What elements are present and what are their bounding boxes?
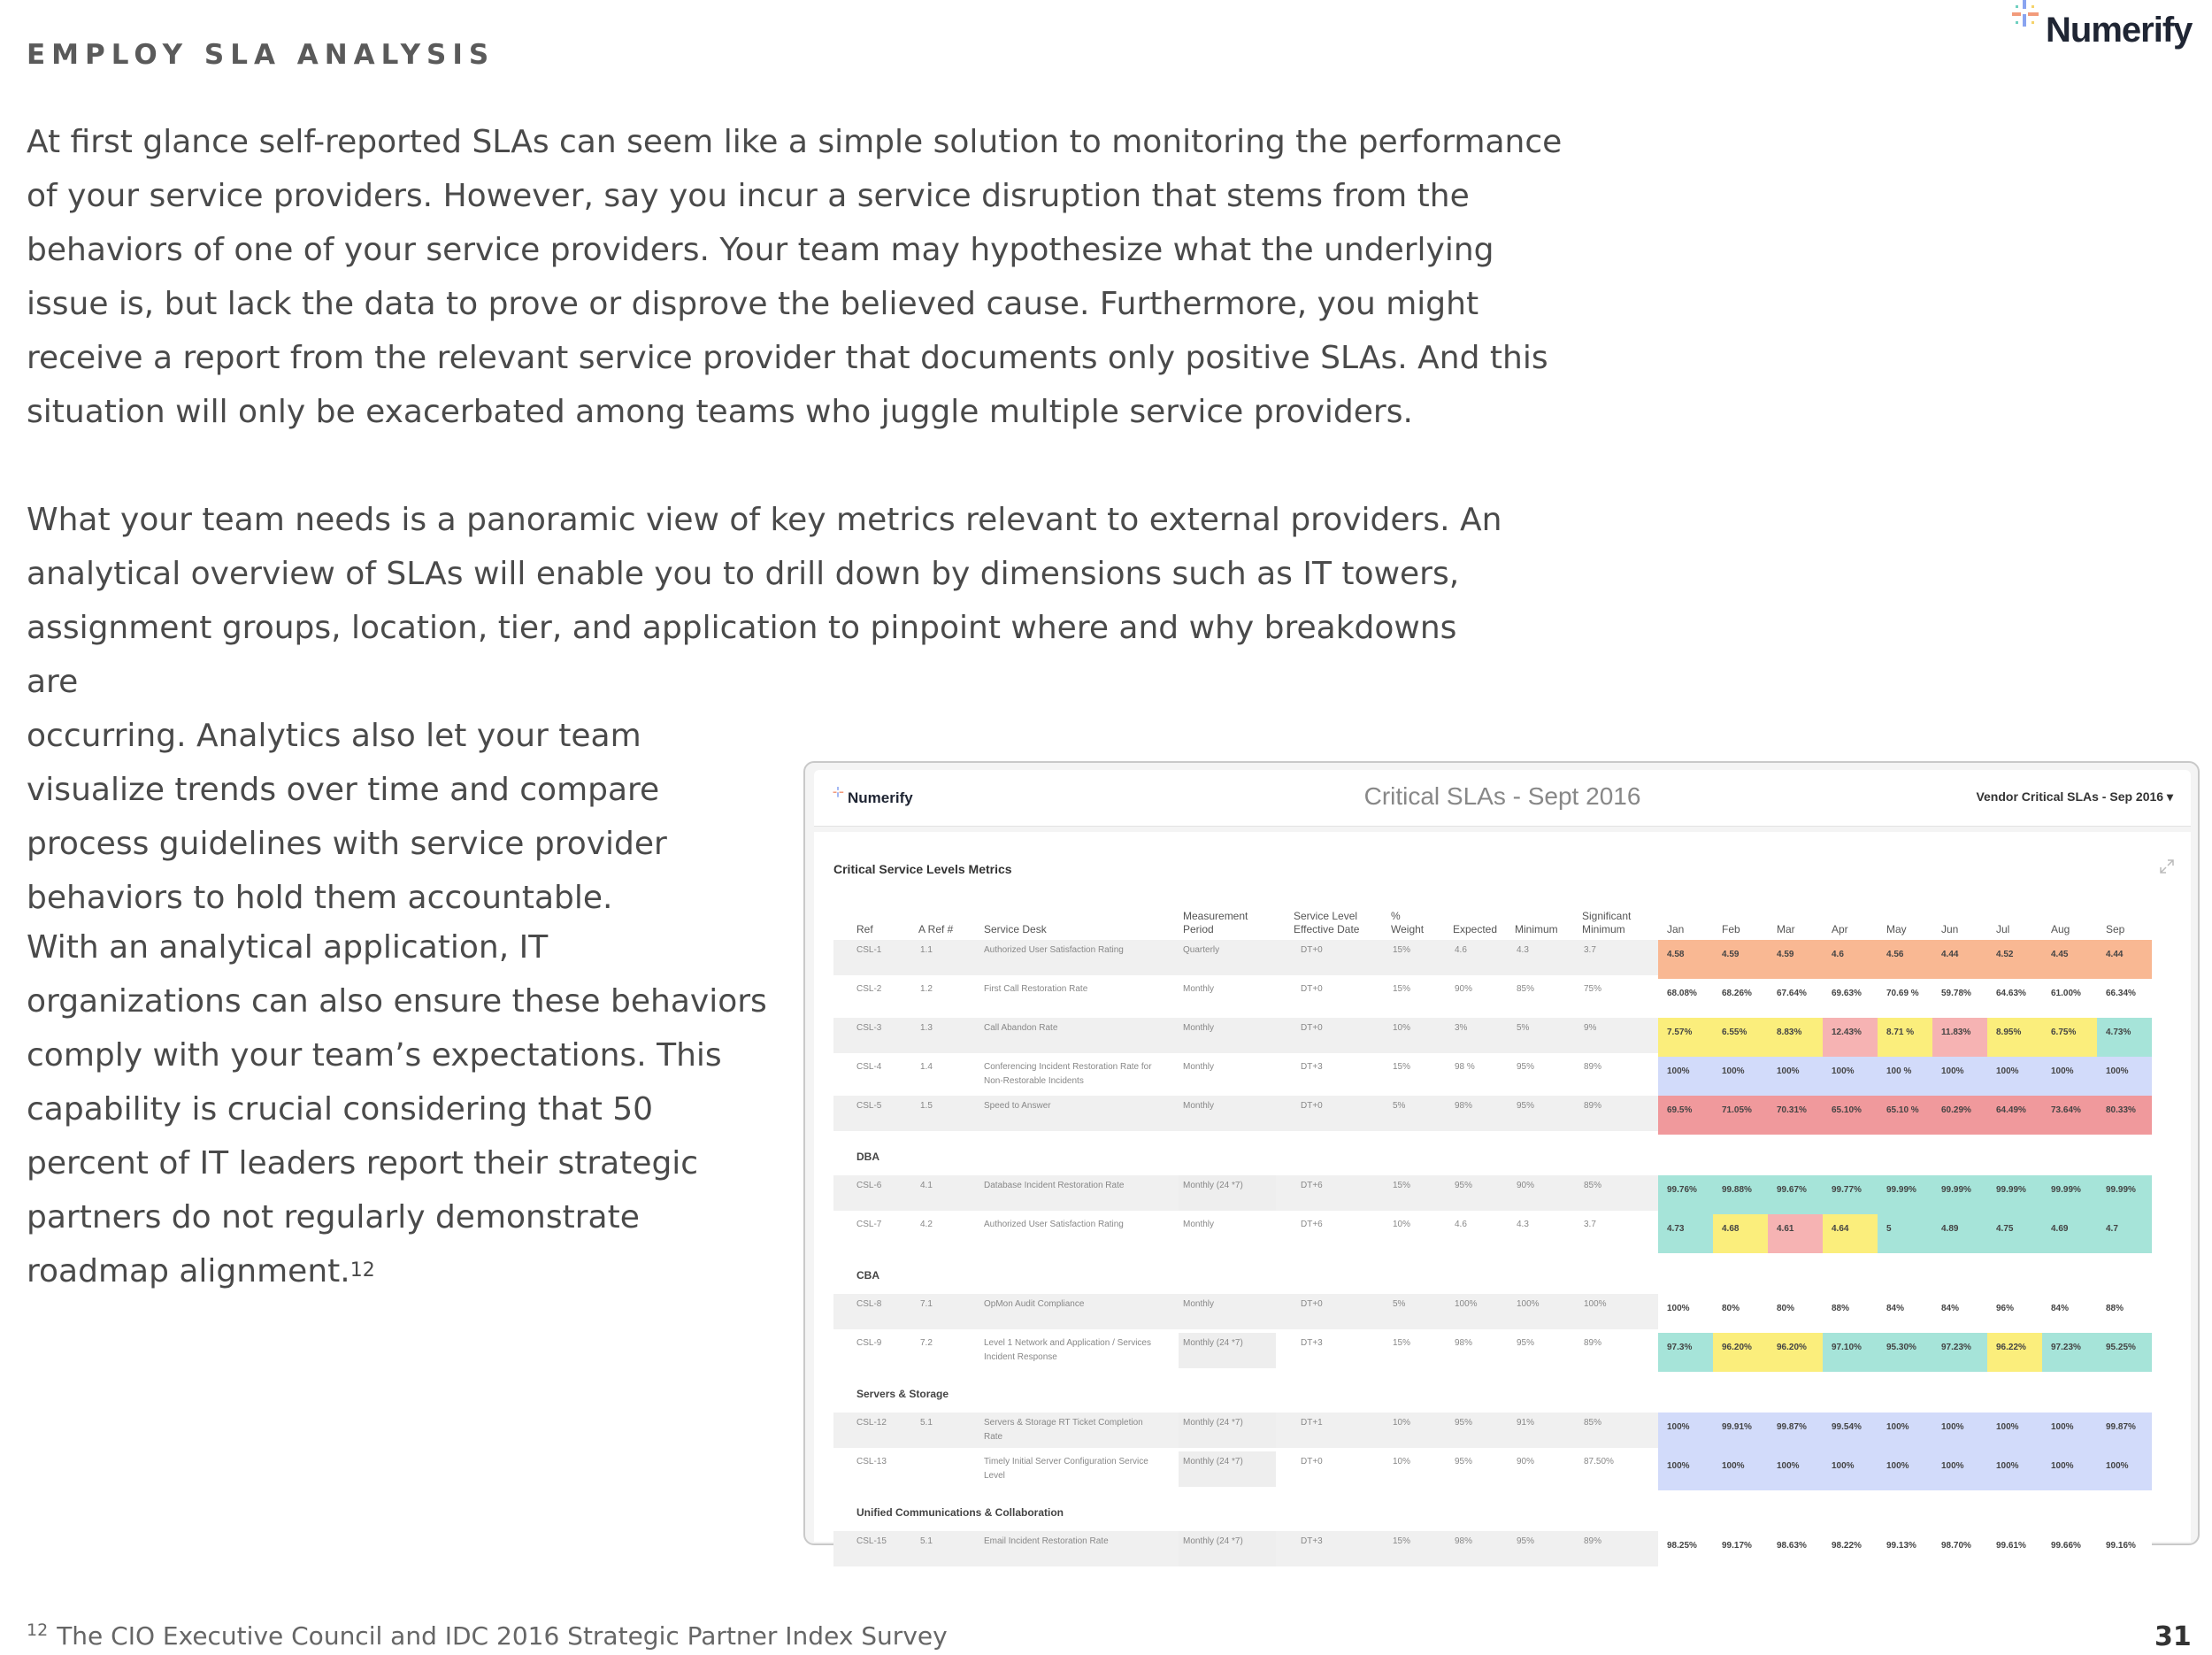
- footnote-ref[interactable]: 12: [349, 1259, 375, 1282]
- cell-effective-date: DT+3: [1301, 1536, 1323, 1546]
- page-number: 31: [2154, 1621, 2192, 1652]
- cell-effective-date: DT+3: [1301, 1062, 1323, 1072]
- cell-month-value: 96.22%: [1987, 1333, 2042, 1372]
- cell-month-value: 4.89: [1932, 1214, 1987, 1253]
- col-minimum: Minimum: [1515, 923, 1558, 935]
- cell-month-value: 100%: [1713, 1451, 1768, 1490]
- cell-month-value: 4.73: [1658, 1214, 1713, 1253]
- group-label: Servers & Storage: [856, 1388, 949, 1400]
- cell-aref: 7.1: [920, 1299, 933, 1309]
- cell-service-desk: Authorized User Satisfaction Rating: [984, 1220, 1124, 1229]
- col-sig-minimum: Significant Minimum: [1582, 910, 1632, 935]
- footnote-text: The CIO Executive Council and IDC 2016 Strategic Partner Index Survey: [57, 1621, 948, 1651]
- cell-month-value: 99.77%: [1823, 1175, 1878, 1214]
- cell-month-value: 100%: [1932, 1413, 1987, 1451]
- cell-month-value: 67.64%: [1768, 979, 1823, 1018]
- panel-title: Critical Service Levels Metrics: [833, 862, 1012, 876]
- cell-month-value: 4.64: [1823, 1214, 1878, 1253]
- table-header: [833, 903, 2183, 938]
- cell-month-value: 100%: [1987, 1057, 2042, 1096]
- cell-month-value: 64.63%: [1987, 979, 2042, 1018]
- cell-expected: 98%: [1455, 1101, 1473, 1111]
- cell-month-value: 98.25%: [1658, 1531, 1713, 1570]
- table-row[interactable]: [833, 1016, 2183, 1055]
- section-title: EMPLOY SLA ANALYSIS: [27, 39, 495, 71]
- cell-month-value: 100%: [1823, 1451, 1878, 1490]
- cell-month-value: 100%: [2097, 1057, 2152, 1096]
- cell-measurement: Quarterly: [1183, 945, 1220, 955]
- cell-expected: 98%: [1455, 1338, 1473, 1348]
- paragraph-1: At first glance self-reported SLAs can seem like a simple solution to monitoring the performance of your service providers. However, say you incur a service disruption that stems from the behaviors of one of your service providers. Your team may hypothesize what the underlying issue is, but lack the data to prove or disprove the believed cause. Furthermore, you might receive a report from the relevant service provider that documents only positive SLAs. And this situation will only be exacerbated among teams who juggle multiple service providers.: [27, 124, 1563, 430]
- table-row[interactable]: [833, 938, 2183, 977]
- cell-month-value: 73.64%: [2042, 1096, 2097, 1135]
- cell-month-value: 59.78%: [1932, 979, 1987, 1018]
- expand-icon[interactable]: [2159, 858, 2175, 874]
- cell-aref: 7.2: [920, 1338, 933, 1348]
- cell-month-value: 100%: [1987, 1451, 2042, 1490]
- cell-month-value: 88%: [2097, 1294, 2152, 1333]
- cell-service-desk: Authorized User Satisfaction Rating: [984, 945, 1124, 955]
- brand-logo: [2008, 0, 2199, 55]
- cell-month-value: 95.30%: [1878, 1333, 1932, 1372]
- cell-month-value: 100%: [1658, 1451, 1713, 1490]
- cell-month-value: 88%: [1823, 1294, 1878, 1333]
- cell-month-value: 4.45: [2042, 940, 2097, 979]
- col-ref: Ref: [856, 923, 873, 935]
- vendor-selector-dropdown[interactable]: Vendor Critical SLAs - Sep 2016 ▾: [1976, 789, 2173, 804]
- cell-month-value: 70.31%: [1768, 1096, 1823, 1135]
- cell-weight: 10%: [1393, 1023, 1411, 1033]
- cell-weight: 15%: [1393, 1062, 1411, 1072]
- cell-month-value: 4.75: [1987, 1214, 2042, 1253]
- cell-month-value: 8.71 %: [1878, 1018, 1932, 1057]
- cell-weight: 5%: [1393, 1299, 1406, 1309]
- cell-month-value: 4.61: [1768, 1214, 1823, 1253]
- cell-service-desk: Level 1 Network and Application / Services Incident Response: [984, 1338, 1151, 1362]
- cell-sig-minimum: 85%: [1584, 1181, 1602, 1190]
- cell-month-value: 8.95%: [1987, 1018, 2042, 1057]
- cell-month-value: 99.99%: [1987, 1175, 2042, 1214]
- cell-month-value: 71.05%: [1713, 1096, 1768, 1135]
- cell-month-value: 100%: [2097, 1451, 2152, 1490]
- cell-month-value: 84%: [1878, 1294, 1932, 1333]
- col-feb: Feb: [1722, 923, 1740, 935]
- cell-month-value: 98.22%: [1823, 1531, 1878, 1570]
- cell-minimum: 95%: [1517, 1338, 1535, 1348]
- cell-measurement: Monthly (24 *7): [1183, 1181, 1243, 1190]
- cell-sig-minimum: 9%: [1584, 1023, 1597, 1033]
- cell-ref: CSL-1: [856, 945, 882, 955]
- cell-month-value: 100 %: [1878, 1057, 1932, 1096]
- table-row[interactable]: [833, 1529, 2183, 1568]
- cell-minimum: 4.3: [1517, 1220, 1529, 1229]
- cell-month-value: 97.23%: [2042, 1333, 2097, 1372]
- table-row[interactable]: [833, 1055, 2183, 1094]
- cell-service-desk: First Call Restoration Rate: [984, 984, 1088, 994]
- cell-aref: 1.4: [920, 1062, 933, 1072]
- cell-month-value: 100%: [1658, 1413, 1713, 1451]
- cell-month-value: 99.76%: [1658, 1175, 1713, 1214]
- cell-expected: 95%: [1455, 1181, 1473, 1190]
- cell-sig-minimum: 3.7: [1584, 1220, 1596, 1229]
- cell-expected: 95%: [1455, 1418, 1473, 1428]
- col-service-desk: Service Desk: [984, 923, 1047, 935]
- cell-month-value: 99.54%: [1823, 1413, 1878, 1451]
- cell-month-value: 4.73%: [2097, 1018, 2152, 1057]
- cell-weight: 10%: [1393, 1418, 1411, 1428]
- footnote: [27, 1621, 948, 1651]
- col-mar: Mar: [1777, 923, 1795, 935]
- cell-month-value: 4.56: [1878, 940, 1932, 979]
- col-aref: A Ref #: [918, 923, 954, 935]
- col-may: May: [1886, 923, 1907, 935]
- cell-month-value: 65.10%: [1823, 1096, 1878, 1135]
- col-jan: Jan: [1667, 923, 1685, 935]
- table-row[interactable]: [833, 1292, 2183, 1331]
- cell-month-value: 100%: [2042, 1057, 2097, 1096]
- col-effective-date: Service Level Effective Date: [1294, 910, 1360, 935]
- cell-month-value: 4.68: [1713, 1214, 1768, 1253]
- cell-measurement: Monthly: [1183, 984, 1215, 994]
- table-row[interactable]: [833, 1174, 2183, 1212]
- paragraph-2-narrow: occurring. Analytics also let your team visualize trends over time and compare process guidelines with service provider behaviors to hold them accountable.: [27, 718, 667, 916]
- col-measurement: Measurement Period: [1183, 910, 1248, 935]
- cell-month-value: 68.08%: [1658, 979, 1713, 1018]
- cell-month-value: 12.43%: [1823, 1018, 1878, 1057]
- cell-service-desk: OpMon Audit Compliance: [984, 1299, 1085, 1309]
- cell-minimum: 100%: [1517, 1299, 1540, 1309]
- cell-ref: CSL-8: [856, 1299, 882, 1309]
- cell-weight: 10%: [1393, 1220, 1411, 1229]
- cell-month-value: 61.00%: [2042, 979, 2097, 1018]
- cell-month-value: 100%: [1658, 1294, 1713, 1333]
- cell-month-value: 4.52: [1987, 940, 2042, 979]
- cell-effective-date: DT+0: [1301, 1457, 1323, 1466]
- cell-aref: 5.1: [920, 1418, 933, 1428]
- table-body: [833, 938, 2183, 1568]
- cell-month-value: 99.91%: [1713, 1413, 1768, 1451]
- cell-month-value: 4.7: [2097, 1214, 2152, 1253]
- cell-month-value: 4.44: [2097, 940, 2152, 979]
- group-label: Unified Communications & Collaboration: [856, 1506, 1064, 1519]
- cell-sig-minimum: 3.7: [1584, 945, 1596, 955]
- cell-month-value: 99.99%: [1878, 1175, 1932, 1214]
- col-jun: Jun: [1941, 923, 1959, 935]
- cell-measurement: Monthly: [1183, 1299, 1215, 1309]
- cell-month-value: 100%: [1932, 1451, 1987, 1490]
- cell-aref: 4.1: [920, 1181, 933, 1190]
- cell-minimum: 91%: [1517, 1418, 1535, 1428]
- cell-weight: 5%: [1393, 1101, 1406, 1111]
- cell-minimum: 90%: [1517, 1181, 1535, 1190]
- cell-month-value: 99.99%: [1932, 1175, 1987, 1214]
- cell-weight: 15%: [1393, 1338, 1411, 1348]
- footnote-number: 12: [27, 1620, 49, 1640]
- cell-sig-minimum: 85%: [1584, 1418, 1602, 1428]
- col-expected: Expected: [1453, 923, 1498, 935]
- cell-month-value: 6.75%: [2042, 1018, 2097, 1057]
- cell-measurement: Monthly (24 *7): [1183, 1536, 1243, 1546]
- cell-month-value: 100%: [1932, 1057, 1987, 1096]
- cell-weight: 15%: [1393, 984, 1411, 994]
- table-row[interactable]: [833, 977, 2183, 1016]
- cell-month-value: 100%: [1658, 1057, 1713, 1096]
- cell-sig-minimum: 89%: [1584, 1338, 1602, 1348]
- cell-month-value: 4.58: [1658, 940, 1713, 979]
- cell-month-value: 100%: [1823, 1057, 1878, 1096]
- cell-ref: CSL-7: [856, 1220, 882, 1229]
- cell-minimum: 95%: [1517, 1536, 1535, 1546]
- cell-month-value: 96%: [1987, 1294, 2042, 1333]
- group-header: [833, 1489, 2183, 1529]
- cell-sig-minimum: 75%: [1584, 984, 1602, 994]
- cell-month-value: 98.70%: [1932, 1531, 1987, 1570]
- cell-expected: 3%: [1455, 1023, 1468, 1033]
- cell-month-value: 99.17%: [1713, 1531, 1768, 1570]
- cell-minimum: 95%: [1517, 1101, 1535, 1111]
- cell-month-value: 5: [1878, 1214, 1932, 1253]
- cell-month-value: 99.88%: [1713, 1175, 1768, 1214]
- cell-effective-date: DT+6: [1301, 1181, 1323, 1190]
- cell-month-value: 64.49%: [1987, 1096, 2042, 1135]
- cell-expected: 4.6: [1455, 945, 1467, 955]
- cell-month-value: 97.23%: [1932, 1333, 1987, 1372]
- table-row[interactable]: [833, 1331, 2183, 1370]
- cell-effective-date: DT+0: [1301, 984, 1323, 994]
- cell-expected: 95%: [1455, 1457, 1473, 1466]
- cell-month-value: 100%: [1987, 1413, 2042, 1451]
- cell-month-value: 11.83%: [1932, 1018, 1987, 1057]
- brand-name: Numerify: [2046, 11, 2193, 50]
- cell-month-value: 98.63%: [1768, 1531, 1823, 1570]
- paragraph-2-wide: What your team needs is a panoramic view of key metrics relevant to external providers. An analytical overview of SLAs will enable you to drill down by dimensions such as IT towers, assignment groups, location, tier, and application to pinpoint where and why breakdowns are: [27, 502, 1502, 700]
- cell-month-value: 4.44: [1932, 940, 1987, 979]
- paragraph-3: [27, 920, 770, 1298]
- paragraph-3-text: With an analytical application, IT organizations can also ensure these behaviors comply with your team’s expectations. This capability is crucial considering that 50 percent of IT leaders report their strategic partners do not regularly demonstrate roadmap alignment.: [27, 929, 767, 1289]
- cell-measurement: Monthly: [1183, 1220, 1215, 1229]
- cell-minimum: 90%: [1517, 1457, 1535, 1466]
- cell-measurement: Monthly (24 *7): [1183, 1457, 1243, 1466]
- cell-ref: CSL-2: [856, 984, 882, 994]
- cell-service-desk: Timely Initial Server Configuration Service Level: [984, 1457, 1148, 1481]
- cell-service-desk: Database Incident Restoration Rate: [984, 1181, 1125, 1190]
- metrics-panel: [814, 832, 2191, 1551]
- group-header: [833, 1133, 2183, 1174]
- cell-month-value: 4.59: [1768, 940, 1823, 979]
- cell-service-desk: Call Abandon Rate: [984, 1023, 1058, 1033]
- cell-expected: 90%: [1455, 984, 1473, 994]
- dashboard-logo-text: Numerify: [848, 789, 913, 806]
- cell-month-value: 4.59: [1713, 940, 1768, 979]
- table-row[interactable]: [833, 1094, 2183, 1133]
- group-header: [833, 1251, 2183, 1292]
- col-apr: Apr: [1832, 923, 1848, 935]
- cell-month-value: 7.57%: [1658, 1018, 1713, 1057]
- cell-month-value: 99.67%: [1768, 1175, 1823, 1214]
- cell-effective-date: DT+0: [1301, 1101, 1323, 1111]
- cell-month-value: 97.10%: [1823, 1333, 1878, 1372]
- cell-ref: CSL-15: [856, 1536, 887, 1546]
- cell-expected: 98 %: [1455, 1062, 1475, 1072]
- cell-month-value: 6.55%: [1713, 1018, 1768, 1057]
- cell-measurement: Monthly (24 *7): [1183, 1418, 1243, 1428]
- cell-weight: 15%: [1393, 1181, 1411, 1190]
- cell-expected: 100%: [1455, 1299, 1478, 1309]
- cell-measurement: Monthly (24 *7): [1183, 1338, 1243, 1348]
- col-aug: Aug: [2051, 923, 2070, 935]
- cell-measurement: Monthly: [1183, 1062, 1215, 1072]
- cell-measurement: Monthly: [1183, 1023, 1215, 1033]
- cell-month-value: 80.33%: [2097, 1096, 2152, 1135]
- cell-service-desk: Servers & Storage RT Ticket Completion Rate: [984, 1418, 1143, 1442]
- sla-dashboard: [803, 761, 2200, 1551]
- cell-expected: 4.6: [1455, 1220, 1467, 1229]
- cell-aref: 4.2: [920, 1220, 933, 1229]
- cell-minimum: 4.3: [1517, 945, 1529, 955]
- cell-minimum: 85%: [1517, 984, 1535, 994]
- cell-effective-date: DT+0: [1301, 945, 1323, 955]
- cell-month-value: 70.69 %: [1878, 979, 1932, 1018]
- cell-month-value: 99.61%: [1987, 1531, 2042, 1570]
- cell-month-value: 4.6: [1823, 940, 1878, 979]
- cell-month-value: 99.87%: [2097, 1413, 2152, 1451]
- cell-month-value: 97.3%: [1658, 1333, 1713, 1372]
- col-jul: Jul: [1996, 923, 2010, 935]
- cell-ref: CSL-9: [856, 1338, 882, 1348]
- cell-month-value: 100%: [1768, 1451, 1823, 1490]
- cell-sig-minimum: 89%: [1584, 1101, 1602, 1111]
- cell-month-value: 100%: [1768, 1057, 1823, 1096]
- cell-effective-date: DT+3: [1301, 1338, 1323, 1348]
- cell-effective-date: DT+0: [1301, 1023, 1323, 1033]
- cell-month-value: 60.29%: [1932, 1096, 1987, 1135]
- cell-month-value: 4.69: [2042, 1214, 2097, 1253]
- cell-month-value: 8.83%: [1768, 1018, 1823, 1057]
- cell-sig-minimum: 89%: [1584, 1062, 1602, 1072]
- cell-measurement: Monthly: [1183, 1101, 1215, 1111]
- cell-sig-minimum: 100%: [1584, 1299, 1607, 1309]
- numerify-logo-icon: [2008, 0, 2040, 32]
- cell-service-desk: Email Incident Restoration Rate: [984, 1536, 1109, 1546]
- group-header: [833, 1370, 2183, 1411]
- col-sep: Sep: [2106, 923, 2125, 935]
- cell-month-value: 100%: [2042, 1451, 2097, 1490]
- cell-month-value: 69.63%: [1823, 979, 1878, 1018]
- group-label: DBA: [856, 1151, 879, 1163]
- cell-service-desk: Conferencing Incident Restoration Rate for Non-Restorable Incidents: [984, 1062, 1152, 1086]
- cell-weight: 15%: [1393, 945, 1411, 955]
- cell-minimum: 95%: [1517, 1062, 1535, 1072]
- cell-sig-minimum: 87.50%: [1584, 1457, 1614, 1466]
- table-row[interactable]: [833, 1212, 2183, 1251]
- col-weight: % Weight: [1391, 910, 1425, 935]
- cell-ref: CSL-12: [856, 1418, 887, 1428]
- cell-month-value: 84%: [1932, 1294, 1987, 1333]
- cell-month-value: 84%: [2042, 1294, 2097, 1333]
- dashboard-title: Critical SLAs - Sept 2016: [1363, 782, 1641, 810]
- cell-effective-date: DT+0: [1301, 1299, 1323, 1309]
- table-row[interactable]: [833, 1411, 2183, 1450]
- sla-table: [833, 903, 2183, 1568]
- cell-ref: CSL-6: [856, 1181, 882, 1190]
- cell-month-value: 66.34%: [2097, 979, 2152, 1018]
- cell-aref: 5.1: [920, 1536, 933, 1546]
- cell-aref: 1.1: [920, 945, 933, 955]
- cell-service-desk: Speed to Answer: [984, 1101, 1051, 1111]
- cell-month-value: 99.99%: [2097, 1175, 2152, 1214]
- cell-aref: 1.2: [920, 984, 933, 994]
- cell-ref: CSL-5: [856, 1101, 882, 1111]
- cell-effective-date: DT+1: [1301, 1418, 1323, 1428]
- cell-month-value: 69.5%: [1658, 1096, 1713, 1135]
- cell-aref: 1.5: [920, 1101, 933, 1111]
- cell-month-value: 95.25%: [2097, 1333, 2152, 1372]
- cell-month-value: 68.26%: [1713, 979, 1768, 1018]
- cell-month-value: 96.20%: [1713, 1333, 1768, 1372]
- table-row[interactable]: [833, 1450, 2183, 1489]
- cell-month-value: 99.16%: [2097, 1531, 2152, 1570]
- cell-sig-minimum: 89%: [1584, 1536, 1602, 1546]
- cell-effective-date: DT+6: [1301, 1220, 1323, 1229]
- cell-month-value: 99.66%: [2042, 1531, 2097, 1570]
- cell-month-value: 99.99%: [2042, 1175, 2097, 1214]
- cell-month-value: 65.10 %: [1878, 1096, 1932, 1135]
- cell-minimum: 5%: [1517, 1023, 1530, 1033]
- cell-month-value: 100%: [1713, 1057, 1768, 1096]
- cell-expected: 98%: [1455, 1536, 1473, 1546]
- cell-month-value: 100%: [1878, 1451, 1932, 1490]
- cell-month-value: 100%: [2042, 1413, 2097, 1451]
- cell-aref: 1.3: [920, 1023, 933, 1033]
- cell-ref: CSL-13: [856, 1457, 887, 1466]
- cell-month-value: 96.20%: [1768, 1333, 1823, 1372]
- cell-month-value: 80%: [1768, 1294, 1823, 1333]
- cell-month-value: 99.13%: [1878, 1531, 1932, 1570]
- cell-month-value: 100%: [1878, 1413, 1932, 1451]
- group-label: CBA: [856, 1269, 879, 1282]
- cell-weight: 15%: [1393, 1536, 1411, 1546]
- dashboard-header: [814, 770, 2191, 827]
- cell-month-value: 80%: [1713, 1294, 1768, 1333]
- cell-ref: CSL-3: [856, 1023, 882, 1033]
- cell-weight: 10%: [1393, 1457, 1411, 1466]
- cell-ref: CSL-4: [856, 1062, 882, 1072]
- cell-month-value: 99.87%: [1768, 1413, 1823, 1451]
